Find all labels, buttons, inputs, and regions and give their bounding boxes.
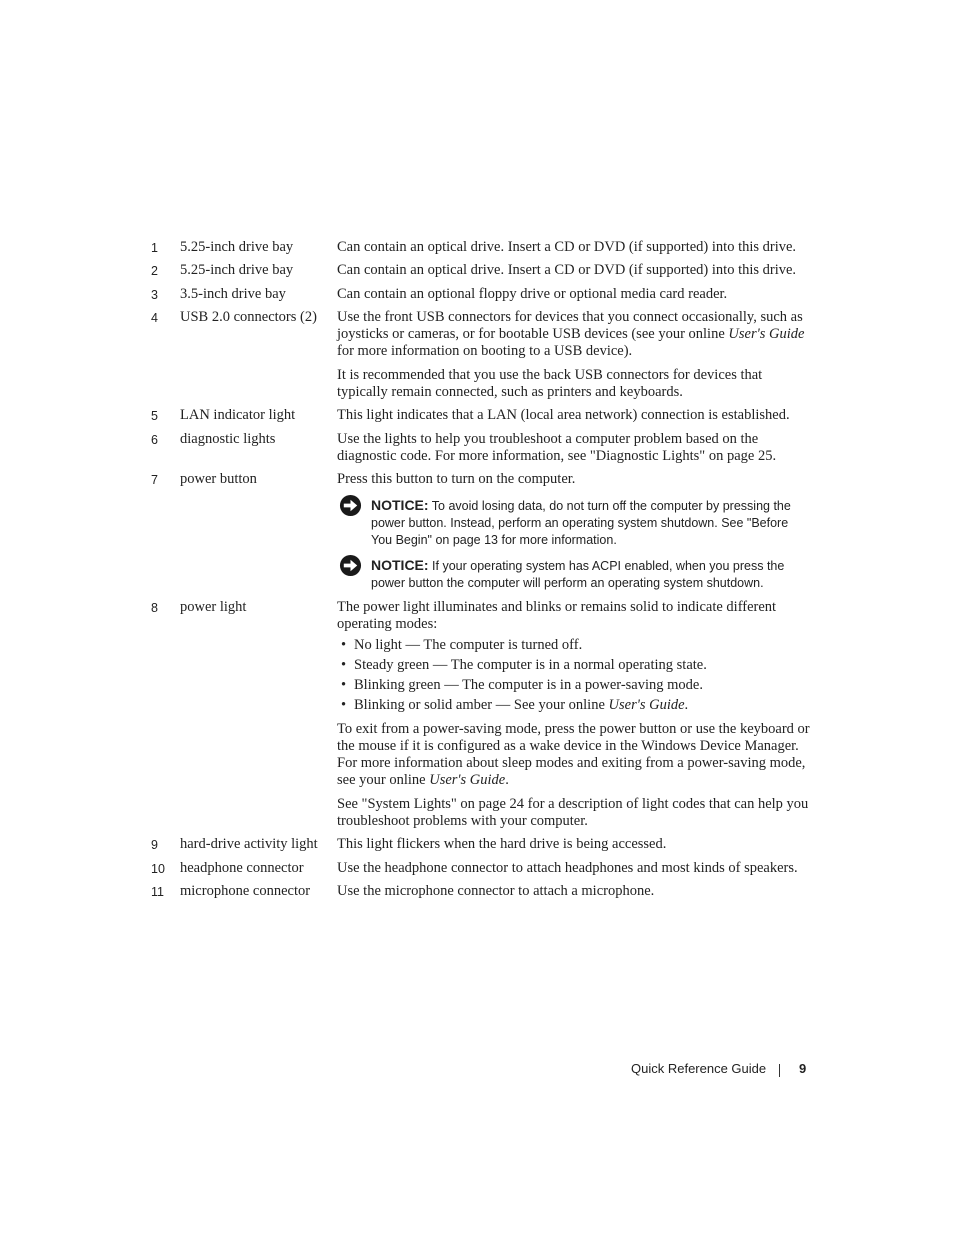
item-term: power light — [180, 599, 247, 615]
item-description: Can contain an optical drive. Insert a CD or DVD (if supported) into this drive. — [337, 239, 797, 255]
item-number: 11 — [151, 885, 164, 899]
item-number: 3 — [151, 288, 158, 302]
item-number: 6 — [151, 433, 158, 447]
item-term: microphone connector — [180, 883, 311, 899]
item-description: Use the headphone connector to attach headphones and most kinds of speakers. — [337, 860, 798, 876]
item-term: LAN indicator light — [180, 407, 296, 423]
item-description: Can contain an optical drive. Insert a CD or DVD (if supported) into this drive. — [337, 262, 797, 278]
item-term: power button — [180, 471, 257, 487]
notice-text: NOTICE: If your operating system has ACPI enabled, when you press the power button the computer will perform an operating system shutdown. — [371, 557, 785, 590]
notice-text: NOTICE: To avoid losing data, do not turn off the computer by pressing the power button. Instead, perform an operating system shutdown. See "Before You Begin" on page 13 for more information. — [371, 497, 791, 547]
item-term: headphone connector — [180, 860, 304, 876]
item-term: hard-drive activity light — [180, 836, 318, 852]
item-description: Use the lights to help you troubleshoot a computer problem based on the diagnostic code. For more information, see "Diagnostic Lights" on page 25. — [337, 431, 777, 464]
item-description: This light indicates that a LAN (local area network) connection is established. — [337, 407, 790, 423]
item-term: diagnostic lights — [180, 431, 276, 447]
item-number: 10 — [151, 862, 165, 876]
notice-arrow-icon — [339, 494, 362, 517]
item-number: 2 — [151, 264, 158, 278]
item-term: 5.25-inch drive bay — [180, 239, 294, 255]
item-number: 4 — [151, 311, 158, 325]
item-number: 9 — [151, 838, 158, 852]
item-description: Press this button to turn on the computer. — [337, 471, 576, 487]
item-description: The power light illuminates and blinks or remains solid to indicate different operating modes: — [337, 599, 777, 632]
footer-divider — [779, 1064, 780, 1077]
page-number: 9 — [799, 1061, 807, 1076]
item-description: This light flickers when the hard drive is being accessed. — [337, 836, 667, 852]
item-description: Use the microphone connector to attach a microphone. — [337, 883, 655, 899]
notice-arrow-icon — [339, 554, 362, 577]
item-term: 5.25-inch drive bay — [180, 262, 294, 278]
item-number: 7 — [151, 473, 158, 487]
item-term: USB 2.0 connectors (2) — [180, 309, 317, 325]
item-number: 5 — [151, 409, 158, 423]
item-term: 3.5-inch drive bay — [180, 286, 286, 302]
footer-title: Quick Reference Guide — [631, 1061, 767, 1076]
item-number: 8 — [151, 601, 158, 615]
item-description: Can contain an optional floppy drive or optional media card reader. — [337, 286, 728, 302]
item-number: 1 — [151, 241, 158, 255]
item-description: Use the front USB connectors for devices that you connect occasionally, such as joysticks or cameras, or for bootable USB devices (see your online User's Guide for more information on booting to a USB device). It is recommended that you use the back USB connectors for devices that typically remain connected, such as printers and keyboards. — [337, 309, 805, 400]
